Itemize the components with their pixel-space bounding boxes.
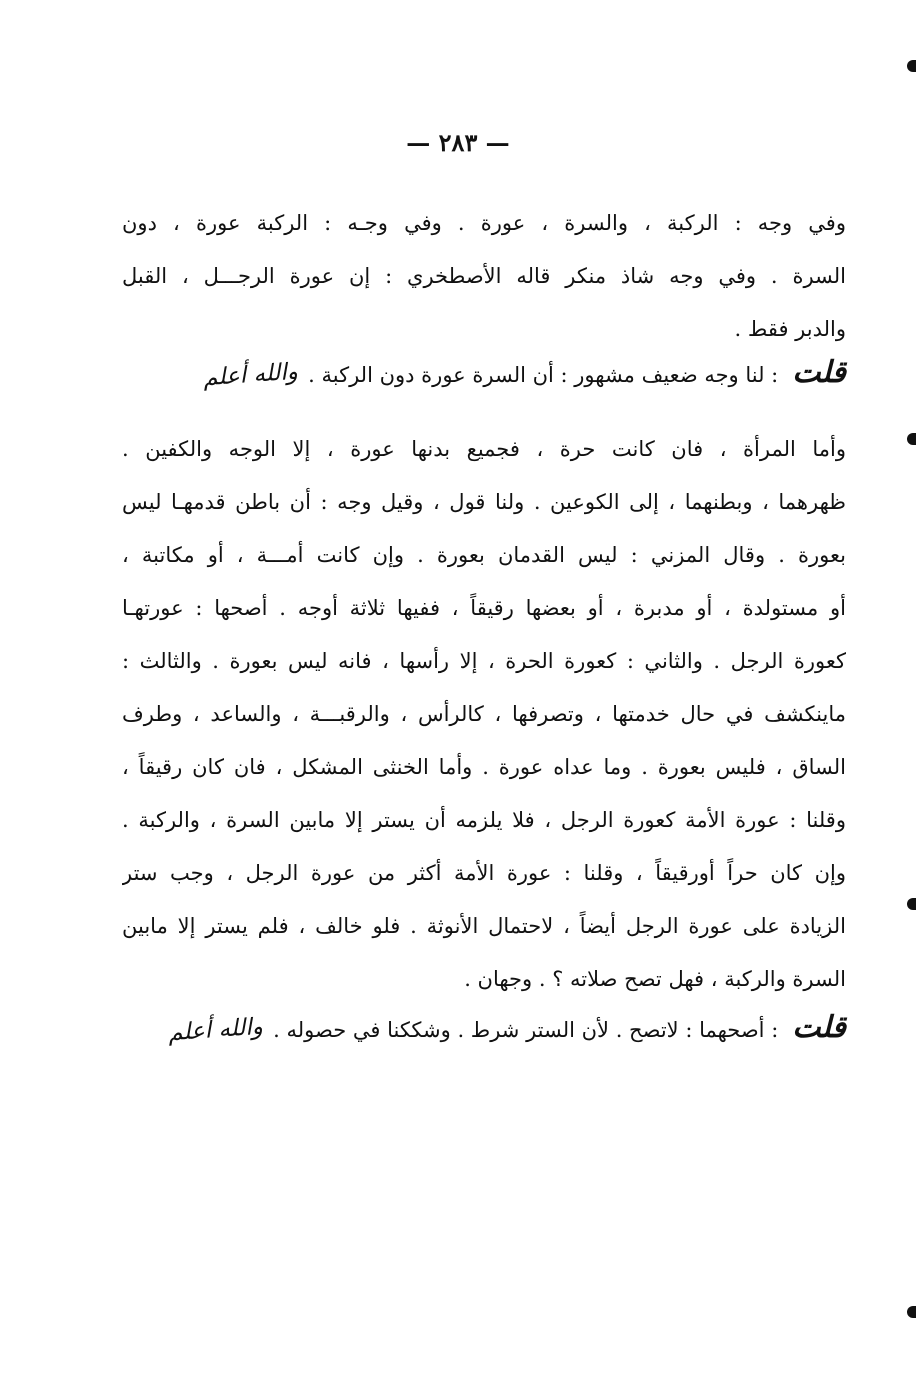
text-line: الساق ، فليس بعورة . وما عداه عورة . وأما الخنثى المشكل ، فان كان رقيقاً ، bbox=[122, 755, 846, 779]
note-label: قلت bbox=[792, 355, 846, 390]
note-text: : لنا وجه ضعيف مشهور : أن السرة عورة دون الركبة . bbox=[308, 363, 779, 387]
page-edge-mark bbox=[907, 433, 916, 445]
page-number: — ٢٨٣ — bbox=[406, 128, 510, 157]
text-line: بعورة . وقال المزني : ليس القدمان بعورة . وإن كانت أمـــة ، أو مكاتبة ، bbox=[122, 543, 846, 567]
paragraph-1 bbox=[122, 197, 846, 356]
text-line: كعورة الرجل . والثاني : كعورة الحرة ، إلا رأسها ، فانه ليس بعورة . والثالث : bbox=[122, 649, 846, 673]
paragraph-2 bbox=[122, 423, 846, 1006]
text-line: وإن كان حراً أورقيقاً ، وقلنا : عورة الأمة أكثر من عورة الرجل ، وجب ستر bbox=[122, 861, 846, 885]
text-line: وقلنا : عورة الأمة كعورة الرجل ، فلا يلزمه أن يستر إلا مابين السرة ، والركبة . bbox=[122, 808, 846, 832]
closing-phrase: والله أعلم bbox=[202, 358, 299, 392]
note-1 bbox=[128, 355, 846, 390]
text-line: وأما المرأة ، فان كانت حرة ، فجميع بدنها عورة ، إلا الوجه والكفين . bbox=[122, 437, 846, 461]
note-label: قلت bbox=[792, 1010, 846, 1045]
text-line: ماينكشف في حال خدمتها ، وتصرفها ، كالرأس ، والرقبـــة ، والساعد ، وطرف bbox=[122, 702, 846, 726]
text-line: أو مستولدة ، أو مدبرة ، أو بعضها رقيقاً ، ففيها ثلاثة أوجه . أصحها : عورتهـا bbox=[122, 596, 846, 620]
text-line: والدبر فقط . bbox=[734, 317, 846, 341]
note-text: : أصحهما : لاتصح . لأن الستر شرط . وشككنا في حصوله . bbox=[273, 1018, 779, 1042]
closing-phrase: والله أعلم bbox=[167, 1013, 264, 1047]
text-line: وفي وجه : الركبة ، والسرة ، عورة . وفي وجـه : الركبة عورة ، دون bbox=[122, 211, 846, 235]
page-edge-mark bbox=[907, 898, 916, 910]
text-line: السرة . وفي وجه شاذ منكر قاله الأصطخري : إن عورة الرجـــل ، القبل bbox=[122, 264, 846, 288]
text-line: الزيادة على عورة الرجل أيضاً ، لاحتمال الأنوثة . فلو خالف ، فلم يستر إلا مابين bbox=[122, 914, 846, 938]
text-line: السرة والركبة ، فهل تصح صلاته ؟ . وجهان . bbox=[464, 967, 846, 991]
note-2 bbox=[128, 1010, 846, 1045]
page-edge-mark bbox=[907, 60, 916, 72]
page-edge-mark bbox=[907, 1306, 916, 1318]
text-line: ظهرهما ، وبطنهما ، إلى الكوعين . ولنا قول ، وقيل وجه : أن باطن قدمهـا ليس bbox=[122, 490, 846, 514]
